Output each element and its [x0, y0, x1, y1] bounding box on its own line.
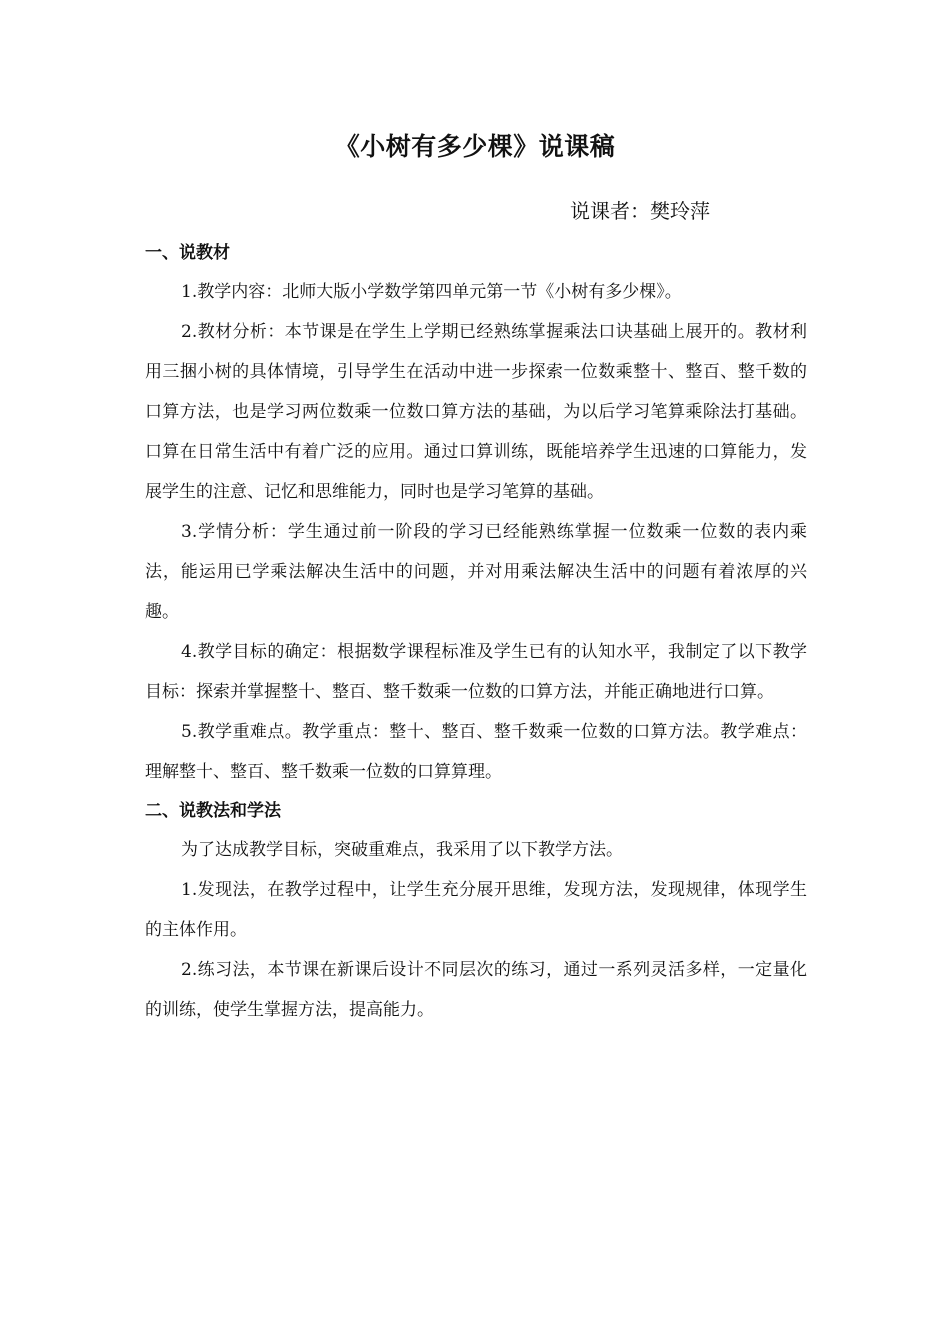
- paragraph: 1.发现法，在教学过程中，让学生充分展开思维，发现方法，发现规律，体现学生的主体作用。: [145, 880, 807, 940]
- paragraph: 4.教学目标的确定：根据数学课程标准及学生已有的认知水平，我制定了以下教学目标：探索并掌握整十、整百、整千数乘一位数的口算方法，并能正确地进行口算。: [145, 642, 807, 702]
- paragraph: 3.学情分析：学生通过前一阶段的学习已经能熟练掌握一位数乘一位数的表内乘法，能运用已学乘法解决生活中的问题，并对用乘法解决生活中的问题有着浓厚的兴趣。: [145, 522, 807, 622]
- section-heading: 一、说教材: [145, 243, 230, 263]
- paragraph: 1.教学内容：北师大版小学数学第四单元第一节《小树有多少棵》。: [181, 282, 682, 302]
- paragraph: 5.教学重难点。教学重点：整十、整百、整千数乘一位数的口算方法。教学难点：理解整十、整百、整千数乘一位数的口算算理。: [145, 722, 807, 782]
- paragraph: 2.练习法，本节课在新课后设计不同层次的练习，通过一系列灵活多样，一定量化的训练，使学生掌握方法，提高能力。: [145, 960, 807, 1020]
- document-body: [145, 234, 807, 1030]
- section-heading: 二、说教法和学法: [145, 801, 281, 821]
- section-teaching-material: [145, 234, 807, 792]
- author-line: 说课者：樊玲萍: [570, 199, 710, 223]
- document-title: 《小树有多少棵》说课稿: [334, 132, 616, 161]
- paragraph: 为了达成教学目标，突破重难点，我采用了以下教学方法。: [181, 840, 623, 860]
- section-teaching-methods: [145, 792, 807, 1030]
- paragraph: 2.教材分析：本节课是在学生上学期已经熟练掌握乘法口诀基础上展开的。教材利用三捆小树的具体情境，引导学生在活动中进一步探索一位数乘整十、整百、整千数的口算方法，也是学习两位数乘一位数口算方法的基础，为以后学习笔算乘除法打基础。口算在日常生活中有着广泛的应用。通过口算训练，既能培养学生迅速的口算能力，发展学生的注意、记忆和思维能力，同时也是学习笔算的基础。: [145, 322, 807, 502]
